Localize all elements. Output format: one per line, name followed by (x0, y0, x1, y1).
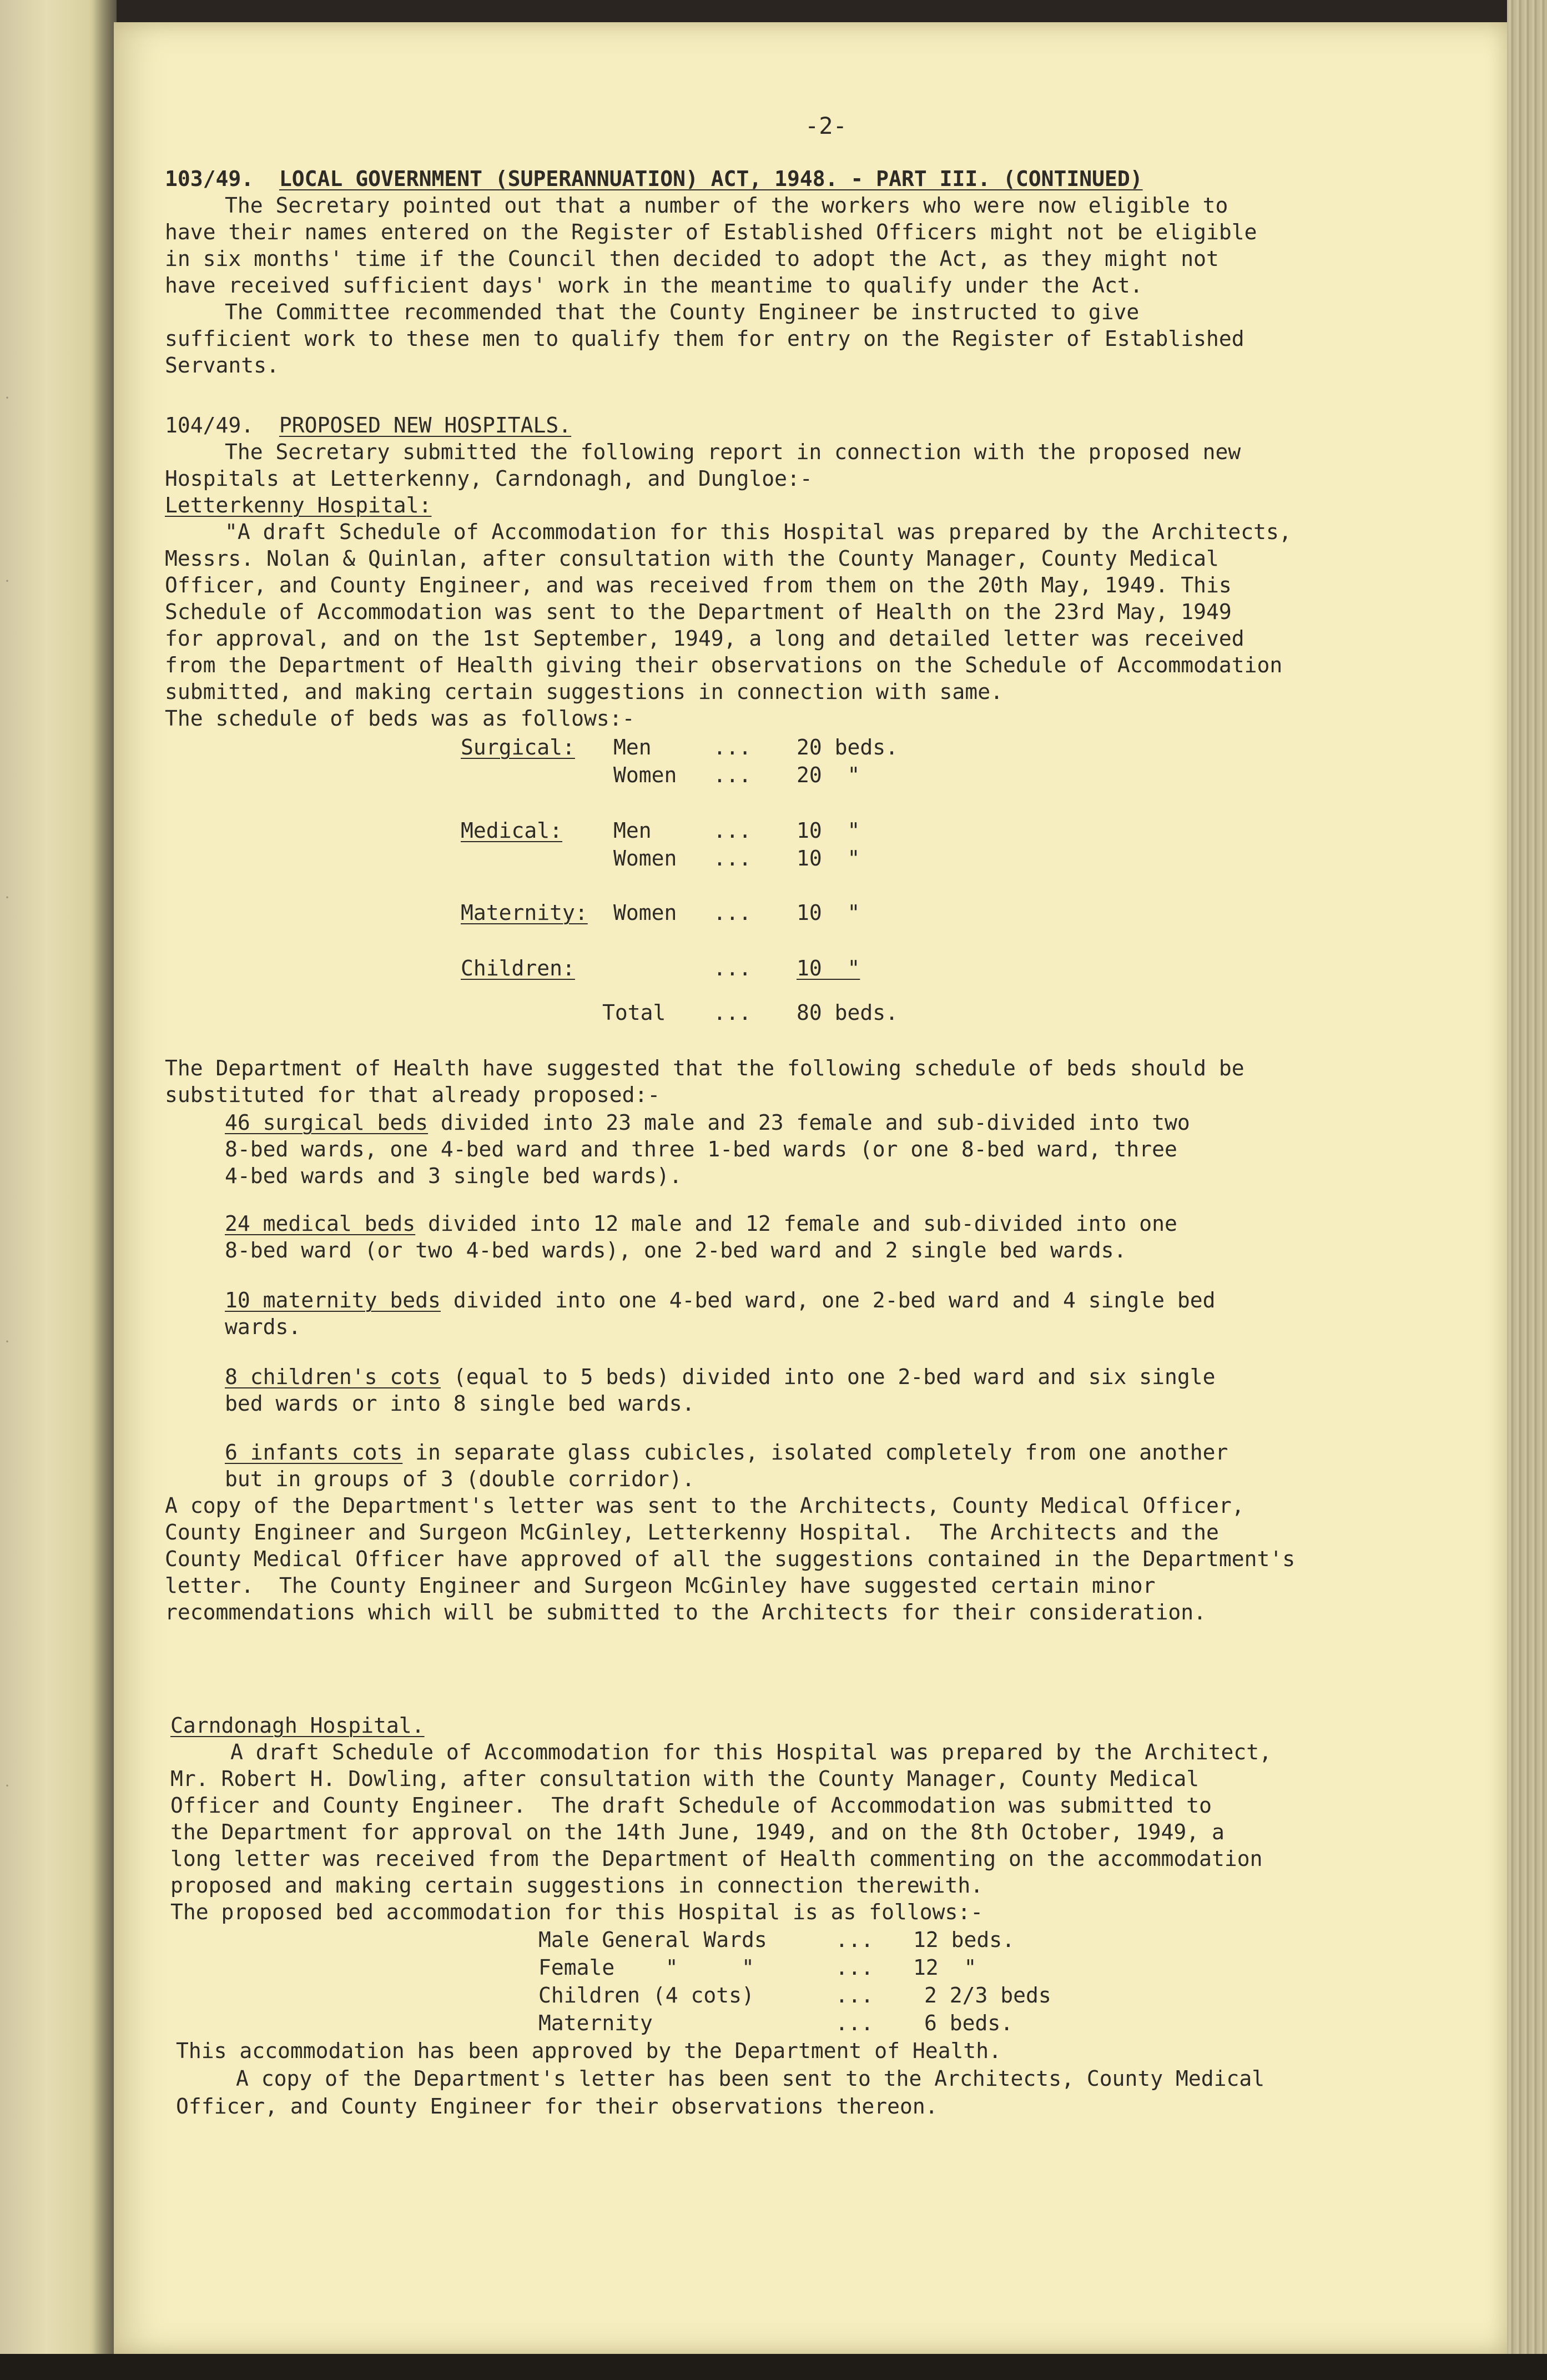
book-gutter (89, 0, 117, 2380)
surgical-label: Surgical: (461, 735, 575, 759)
suggestion-line (225, 1363, 1216, 1390)
text-line: The proposed bed accommodation for this Hospital is as follows:- (170, 1900, 984, 1924)
maternity-label: Maternity: (461, 900, 588, 925)
text-line: have received sufficient days' work in the meantime to qualify under the Act. (165, 273, 1143, 298)
text-line: The Secretary submitted the following report in connection with the proposed new (225, 440, 1241, 464)
bed-dots: ... (835, 2011, 874, 2035)
sched-value: 10 " (797, 956, 860, 980)
text-line: "A draft Schedule of Accommodation for this Hospital was prepared by the Architects, (225, 520, 1292, 544)
text-line: long letter was received from the Department of Health commenting on the accommodation (170, 1846, 1263, 1871)
text-line: Officer, and County Engineer, and was received from them on the 20th May, 1949. This (165, 573, 1232, 597)
suggestion-lead: 6 infants cots (225, 1440, 403, 1465)
text-line: A copy of the Department's letter has been sent to the Architects, County Medical (236, 2066, 1265, 2091)
text-line: County Medical Officer have approved of all the suggestions contained in the Department's (165, 1547, 1296, 1571)
suggestion-line (225, 1210, 1177, 1237)
suggestion-text: (equal to 5 beds) divided into one 2-bed ward and six single (440, 1365, 1216, 1389)
suggestion-text: in separate glass cubicles, isolated completely from one another (402, 1440, 1228, 1465)
text-line: A draft Schedule of Accommodation for this Hospital was prepared by the Architect, (230, 1740, 1272, 1764)
text-line: Hospitals at Letterkenny, Carndonagh, and Dungloe:- (165, 466, 813, 491)
text-line: but in groups of 3 (double corridor). (225, 1467, 695, 1491)
text-line: The Committee recommended that the County Engineer be instructed to give (225, 300, 1140, 324)
page-number: -2- (805, 112, 847, 139)
text-line: Officer and County Engineer. The draft Schedule of Accommodation was submitted to (170, 1793, 1212, 1818)
text-line: bed wards or into 8 single bed wards. (225, 1391, 695, 1416)
suggestion-line (225, 1287, 1216, 1314)
suggestion-line (225, 1439, 1228, 1466)
sched-value: 20 " (797, 763, 860, 787)
bed-value: 12 beds. (913, 1928, 1015, 1952)
sched-dots: ... (713, 1000, 752, 1025)
text-line: have their names entered on the Register of Established Officers might not be eligible (165, 220, 1257, 244)
text-line: recommendations which will be submitted to the Architects for their consideration. (165, 1600, 1206, 1624)
text-line: 4-bed wards and 3 single bed wards). (225, 1164, 682, 1188)
text-line: for approval, and on the 1st September, 1949, a long and detailed letter was received (165, 626, 1244, 651)
suggestion-lead: 24 medical beds (225, 1211, 416, 1236)
bed-label: Maternity (538, 2011, 653, 2035)
sched-value: 20 beds. (797, 735, 899, 759)
sched-value: 10 " (797, 846, 860, 871)
text-line: Messrs. Nolan & Quinlan, after consultation with the County Manager, County Medical (165, 546, 1219, 571)
total-label: Total (602, 1000, 666, 1025)
carndonagh-heading: Carndonagh Hospital. (170, 1713, 425, 1738)
text-line: The Secretary pointed out that a number of the workers who were now eligible to (225, 193, 1228, 218)
sched-women: Women (613, 846, 677, 871)
bleed-mark: · (4, 1332, 10, 1351)
text-line: the Department for approval on the 14th June, 1949, and on the 8th October, 1949, a (170, 1820, 1225, 1844)
sched-dots: ... (713, 846, 752, 871)
section-104-heading (165, 412, 571, 439)
text-line: sufficient work to these men to qualify them for entry on the Register of Established (165, 326, 1244, 351)
bleed-mark: · (4, 888, 10, 907)
bleed-mark: · (4, 1777, 10, 1795)
section-title: PROPOSED NEW HOSPITALS. (279, 413, 572, 437)
page-stack-edge (1507, 0, 1547, 2380)
sched-dots: ... (713, 900, 752, 925)
sched-dots: ... (713, 735, 752, 759)
section-title: LOCAL GOVERNMENT (SUPERANNUATION) ACT, 1948. - PART III. (CONTINUED) (279, 167, 1143, 191)
bed-dots: ... (835, 1955, 874, 1980)
text-line: from the Department of Health giving their observations on the Schedule of Accommodation (165, 653, 1283, 677)
bed-label: Female " " (538, 1955, 754, 1980)
text-line: County Engineer and Surgeon McGinley, Letterkenny Hospital. The Architects and the (165, 1520, 1219, 1544)
text-line: Officer, and County Engineer for their observations thereon. (176, 2094, 938, 2119)
suggestion-text: divided into one 4-bed ward, one 2-bed ward and 4 single bed (440, 1288, 1216, 1312)
sched-men: Men (613, 735, 652, 759)
bed-dots: ... (835, 1983, 874, 2007)
medical-label: Medical: (461, 818, 563, 843)
suggestion-text: divided into 23 male and 23 female and sub-divided into two (428, 1110, 1190, 1135)
text-line: proposed and making certain suggestions in connection therewith. (170, 1873, 984, 1898)
section-number: 104/49. (165, 413, 254, 437)
text-line: The schedule of beds was as follows:- (165, 706, 635, 731)
bed-value: 6 beds. (924, 2011, 1014, 2035)
sched-dots: ... (713, 763, 752, 787)
text-line: Schedule of Accommodation was sent to the Department of Health on the 23rd May, 1949 (165, 600, 1232, 624)
text-line: letter. The County Engineer and Surgeon McGinley have suggested certain minor (165, 1573, 1156, 1598)
bed-label: Male General Wards (538, 1928, 767, 1952)
suggestion-lead: 8 children's cots (225, 1365, 441, 1389)
text-line: wards. (225, 1315, 301, 1339)
sched-men: Men (613, 818, 652, 843)
text-line: A copy of the Department's letter was sent to the Architects, County Medical Officer, (165, 1493, 1244, 1518)
bottom-shadow (0, 2354, 1547, 2380)
bed-label: Children (4 cots) (538, 1983, 754, 2007)
bleed-mark: · (4, 389, 10, 407)
sched-women: Women (613, 900, 677, 925)
bleed-mark: · (4, 572, 10, 590)
bed-value: 2 2/3 beds (924, 1983, 1051, 2007)
text-line: Mr. Robert H. Dowling, after consultation with the County Manager, County Medical (170, 1767, 1200, 1791)
letterkenny-heading: Letterkenny Hospital: (165, 493, 432, 517)
section-103-heading (165, 165, 1143, 192)
bed-value: 12 " (913, 1955, 977, 1980)
text-line: in six months' time if the Council then decided to adopt the Act, as they might not (165, 246, 1219, 271)
section-number: 103/49. (165, 167, 254, 191)
sched-women: Women (613, 763, 677, 787)
text-line: This accommodation has been approved by the Department of Health. (176, 2039, 1002, 2063)
text-line: The Department of Health have suggested that the following schedule of beds should be (165, 1056, 1244, 1080)
children-label: Children: (461, 956, 575, 980)
text-line: 8-bed wards, one 4-bed ward and three 1-bed wards (or one 8-bed ward, three (225, 1137, 1177, 1161)
suggestion-text: divided into 12 male and 12 female and sub-divided into one (415, 1211, 1177, 1236)
text-line: 8-bed ward (or two 4-bed wards), one 2-bed ward and 2 single bed wards. (225, 1238, 1127, 1262)
document-page (114, 22, 1507, 2354)
bed-dots: ... (835, 1928, 874, 1952)
suggestion-line (225, 1109, 1190, 1136)
sched-dots: ... (713, 956, 752, 980)
sched-value: 10 " (797, 818, 860, 843)
text-line: Servants. (165, 353, 279, 378)
suggestion-lead: 10 maternity beds (225, 1288, 441, 1312)
sched-dots: ... (713, 818, 752, 843)
sched-value: 10 " (797, 900, 860, 925)
text-line: substituted for that already proposed:- (165, 1083, 661, 1107)
total-value: 80 beds. (797, 1000, 899, 1025)
text-line: submitted, and making certain suggestions in connection with same. (165, 680, 1003, 704)
suggestion-lead: 46 surgical beds (225, 1110, 429, 1135)
